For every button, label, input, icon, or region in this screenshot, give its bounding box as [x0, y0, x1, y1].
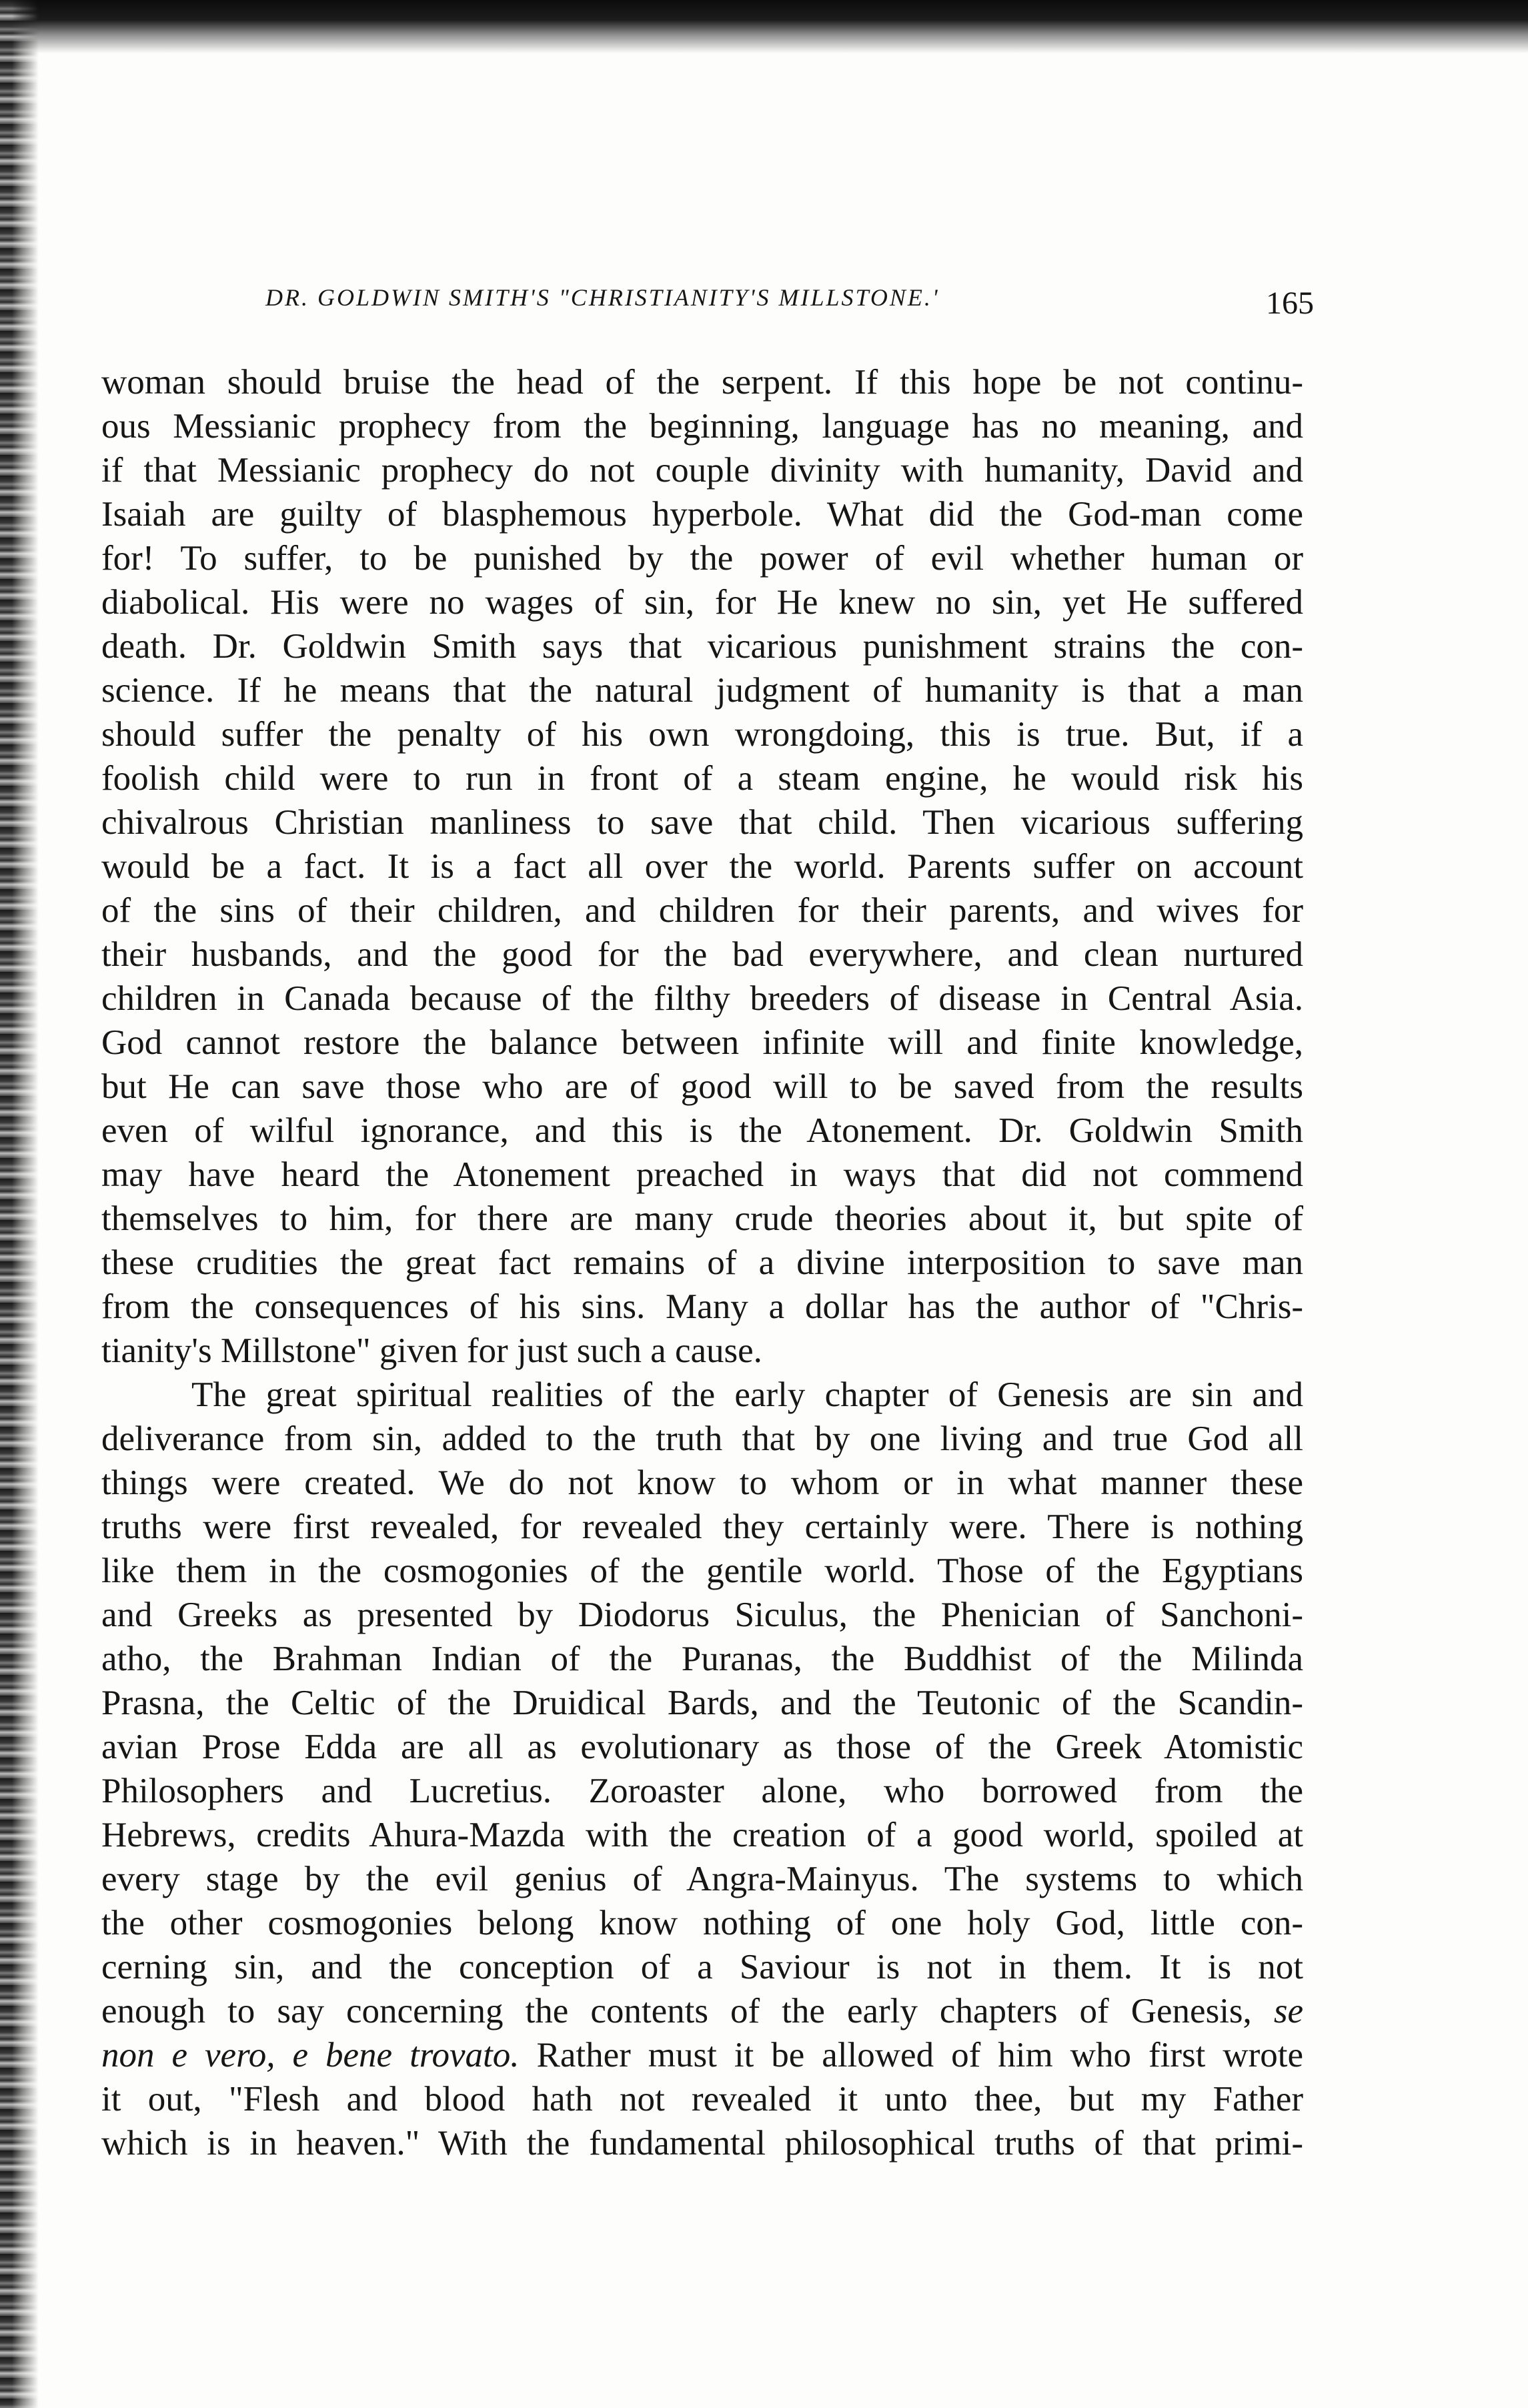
- scan-top-edge: [0, 0, 1528, 53]
- text-line: tianity's Millstone" given for just such a cause.: [101, 1331, 762, 1370]
- text-line: even of wilful ignorance, and this is the Atonement. Dr. Goldwin Smith: [101, 1111, 1303, 1150]
- text-line: God cannot restore the balance between infinite will and finite knowledge,: [101, 1023, 1303, 1062]
- text-line: for! To suffer, to be punished by the power of evil whether human or: [101, 539, 1303, 578]
- text-line: truths were first revealed, for revealed they certainly were. There is nothing: [101, 1508, 1303, 1546]
- running-head: DR. GOLDWIN SMITH'S "CHRISTIANITY'S MILLSTONE.': [265, 284, 940, 311]
- text-line: Isaiah are guilty of blasphemous hyperbole. What did the God-man come: [101, 495, 1303, 534]
- text-line: foolish child were to run in front of a steam engine, he would risk his: [101, 759, 1303, 798]
- text-line: and Greeks as presented by Diodorus Siculus, the Phenician of Sanchoni-: [101, 1596, 1303, 1634]
- text-line: science. If he means that the natural judgment of humanity is that a man: [101, 671, 1303, 710]
- text-line: the other cosmogonies belong know nothing of one holy God, little con-: [101, 1904, 1303, 1942]
- text-line: but He can save those who are of good will to be saved from the results: [101, 1067, 1303, 1106]
- text-line: themselves to him, for there are many crude theories about it, but spite of: [101, 1199, 1303, 1238]
- text-line: it out, "Flesh and blood hath not revealed it unto thee, but my Father: [101, 2080, 1303, 2119]
- text-line: chivalrous Christian manliness to save that child. Then vicarious suffering: [101, 803, 1303, 842]
- text-line: may have heard the Atonement preached in ways that did not commend: [101, 1155, 1303, 1194]
- text-line: Prasna, the Celtic of the Druidical Bards, and the Teutonic of the Scandin-: [101, 1684, 1303, 1722]
- text-line: ous Messianic prophecy from the beginning, language has no meaning, and: [101, 407, 1303, 446]
- text-line: should suffer the penalty of his own wrongdoing, this is true. But, if a: [101, 715, 1303, 754]
- paragraph-start-line: The great spiritual realities of the early chapter of Genesis are sin and: [191, 1375, 1303, 1414]
- text-line: their husbands, and the good for the bad everywhere, and clean nurtured: [101, 935, 1303, 974]
- italic-quote: se: [1273, 1992, 1303, 2030]
- text-line: deliverance from sin, added to the truth that by one living and true God all: [101, 1419, 1303, 1458]
- text-line: atho, the Brahman Indian of the Puranas, the Buddhist of the Milinda: [101, 1640, 1303, 1678]
- body-text: [101, 360, 1303, 2165]
- text-line: avian Prose Edda are all as evolutionary as those of the Greek Atomistic: [101, 1728, 1303, 1766]
- text-line: from the consequences of his sins. Many a dollar has the author of "Chris-: [101, 1287, 1303, 1326]
- text-line: if that Messianic prophecy do not couple divinity with humanity, David and: [101, 451, 1303, 490]
- scan-binding-edge: [0, 0, 39, 2408]
- text-line: these crudities the great fact remains of a divine interposition to save man: [101, 1243, 1303, 1282]
- text-line: of the sins of their children, and children for their parents, and wives for: [101, 891, 1303, 930]
- text-line-with-quote: [101, 2033, 1303, 2077]
- text-line-with-quote: [101, 1989, 1303, 2033]
- text-line: every stage by the evil genius of Angra-Mainyus. The systems to which: [101, 1860, 1303, 1898]
- text-line: which is in heaven." With the fundamental philosophical truths of that primi-: [101, 2124, 1303, 2163]
- text-line: children in Canada because of the filthy breeders of disease in Central Asia.: [101, 979, 1303, 1018]
- text-line: Hebrews, credits Ahura-Mazda with the creation of a good world, spoiled at: [101, 1816, 1303, 1854]
- text-segment: enough to say concerning the contents of the early chapters of Genesis,: [101, 1992, 1252, 2030]
- text-line: diabolical. His were no wages of sin, for He knew no sin, yet He suffered: [101, 583, 1303, 622]
- text-line: cerning sin, and the conception of a Saviour is not in them. It is not: [101, 1948, 1303, 1986]
- page-header: [0, 250, 1528, 324]
- text-line: woman should bruise the head of the serpent. If this hope be not continu-: [101, 363, 1303, 402]
- italic-quote: non e vero, e bene trovato.: [101, 2036, 520, 2074]
- text-line: death. Dr. Goldwin Smith says that vicarious punishment strains the con-: [101, 627, 1303, 666]
- text-line: like them in the cosmogonies of the gentile world. Those of the Egyptians: [101, 1552, 1303, 1590]
- text-line: would be a fact. It is a fact all over the world. Parents suffer on account: [101, 847, 1303, 886]
- page-number: 165: [1266, 285, 1314, 321]
- text-line: things were created. We do not know to whom or in what manner these: [101, 1463, 1303, 1502]
- text-line: Philosophers and Lucretius. Zoroaster alone, who borrowed from the: [101, 1772, 1303, 1810]
- text-segment: Rather must it be allowed of him who first wrote: [536, 2036, 1303, 2074]
